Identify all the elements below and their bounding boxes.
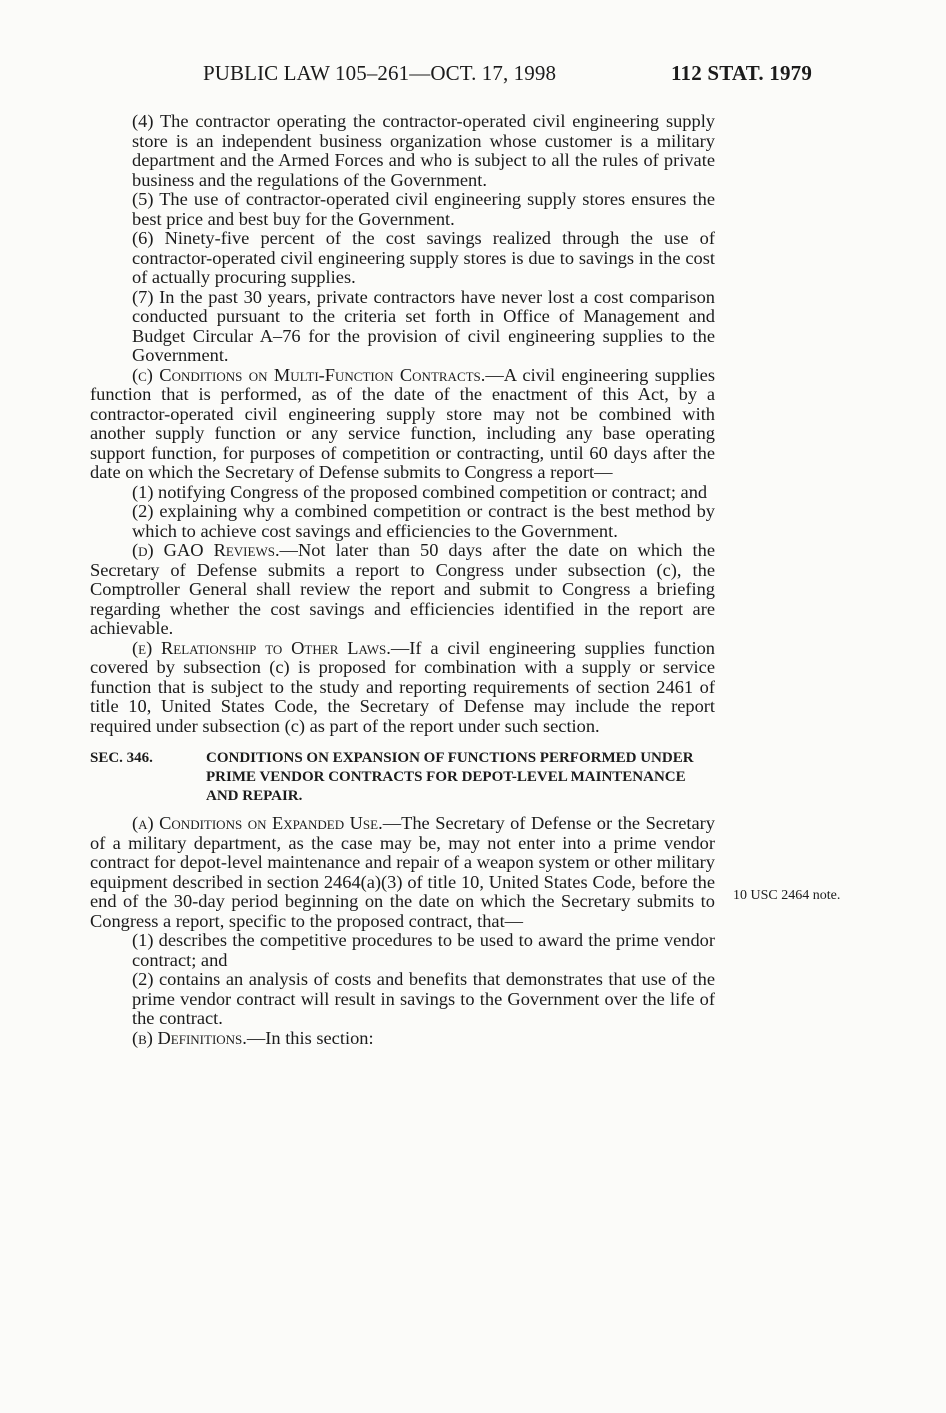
section-subsection-a-text: —The Secretary of Defense or the Secretary of a military department, as the case may be, may not enter into a prime vendor contract for depot-level maintenance and repair of a weapon system or other military equipment described in section 2464(a)(3) of title 10, United States Code, before the end of the 30-day period beginning on the date on which the Secretary submits to Congress a report, specific to the proposed contract, that— [90, 813, 715, 931]
subsection-c-text: —A civil engineering supplies function that is performed, as of the date of the enactment of this Act, by a contractor-operated civil engineering supply store may not be combined with another supply function or any service function, including any base operating support function, for purposes of competition or contracting, until 60 days after the date on which the Secretary of Defense submits to Congress a report— [90, 364, 715, 482]
subsection-c [90, 366, 715, 483]
paragraph-4: (4) The contractor operating the contractor-operated civil engineering supply store is an independent business organization whose customer is a military department and the Armed Forces and who is subject to all the rules of private business and the regulations of the Government. [132, 111, 715, 190]
paragraph-6: (6) Ninety-five percent of the cost savings realized through the use of contractor-operated civil engineering supply stores is due to savings in the cost of actually procuring supplies. [132, 228, 715, 287]
section-heading [90, 749, 715, 806]
running-header-right: 112 STAT. 1979 [671, 61, 813, 85]
subsection-e-text: —If a civil engineering supplies function covered by subsection (c) is proposed for combination with a supply or service function that is subject to the study and reporting requirements of section 2461 of title 10, United States Code, the Secretary of Defense may include the report required under subsection (c) as part of the report under such section. [90, 637, 715, 736]
subsection-d [90, 541, 715, 639]
subsection-d-heading: (d) GAO Reviews. [132, 540, 280, 560]
subsection-c-1: (1) notifying Congress of the proposed combined competition or contract; and [132, 481, 708, 502]
subsection-d-text: —Not later than 50 days after the date on which the Secretary of Defense submits a report to Congress under subsection (c), the Comptroller General shall review the report and submit to Congress a briefing regarding whether the cost savings and efficiencies identified in the report are achievable. [90, 540, 716, 638]
section-subsection-b [90, 1029, 715, 1049]
section-subsection-a-2: (2) contains an analysis of costs and benefits that demonstrates that use of the prime vendor contract will result in savings to the Government over the life of the contract. [132, 969, 715, 1028]
margin-note: 10 USC 2464 note. [733, 888, 841, 903]
section-title: CONDITIONS ON EXPANSION OF FUNCTIONS PERFORMED UNDER PRIME VENDOR CONTRACTS FOR DEPOT-LEVEL MAINTENANCE AND REPAIR. [206, 750, 694, 804]
section-subsection-b-heading: (b) Definitions. [132, 1027, 247, 1048]
section-subsection-a-heading: (a) Conditions on Expanded Use. [132, 813, 383, 833]
section-subsection-a [90, 814, 715, 931]
paragraph-5: (5) The use of contractor-operated civil engineering supply stores ensures the best price and best buy for the Government. [132, 189, 715, 229]
section-number: SEC. 346. [90, 750, 153, 766]
subsection-c-2: (2) explaining why a combined competition or contract is the best method by which to achieve cost savings and efficiencies to the Government. [132, 501, 715, 541]
subsection-c-heading: (c) Conditions on Multi-Function Contracts. [132, 364, 486, 385]
paragraph-7: (7) In the past 30 years, private contractors have never lost a cost comparison conducted pursuant to the criteria set forth in Office of Management and Budget Circular A–76 for the provision of civil engineering supplies to the Government. [132, 286, 715, 365]
body-text [90, 112, 715, 1048]
subsection-e [90, 639, 715, 737]
subsection-e-heading: (e) Relationship to Other Laws. [132, 637, 391, 658]
section-subsection-b-text: —In this section: [246, 1027, 374, 1048]
running-header-left: PUBLIC LAW 105–261—OCT. 17, 1998 [203, 61, 557, 85]
section-subsection-a-1: (1) describes the competitive procedures to be used to award the prime vendor contract; and [132, 930, 715, 970]
